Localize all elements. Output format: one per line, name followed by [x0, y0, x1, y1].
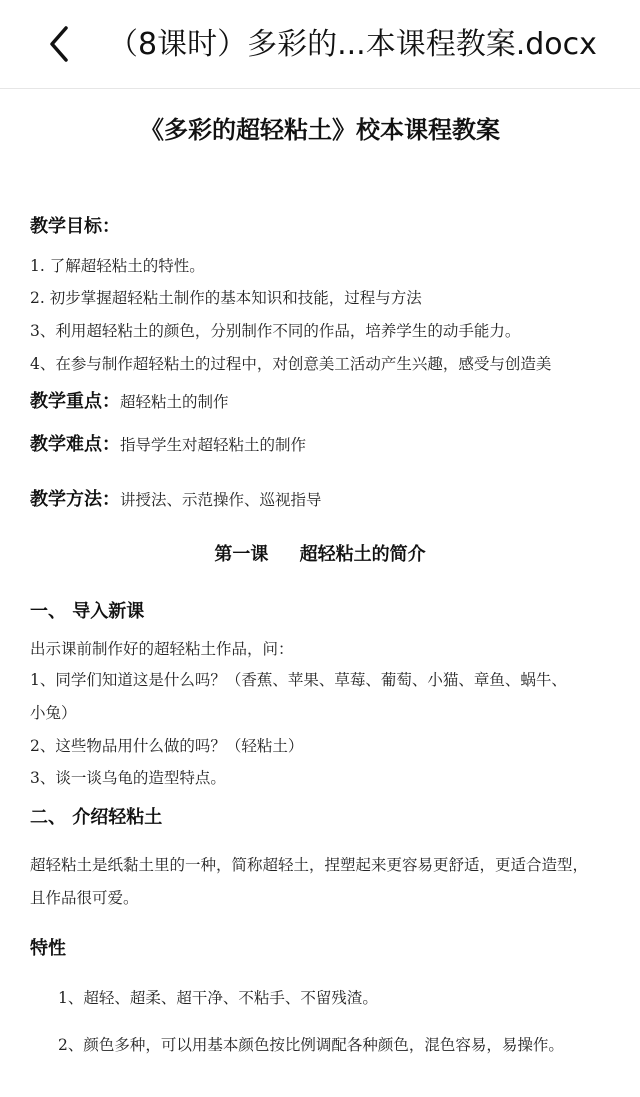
method-row	[30, 485, 322, 511]
paragraph-line: 出示课前制作好的超轻粘土作品，问：	[30, 640, 294, 658]
key-point-text: 超轻粘土的制作	[120, 393, 229, 411]
objectives-heading: 教学目标：	[30, 216, 120, 237]
paragraph-line: 小兔）	[30, 704, 77, 722]
lesson-title: 第一课 超轻粘土的简介	[214, 544, 426, 565]
paragraph-line: 超轻粘土是纸黏土里的一种，简称超轻土，捏塑起来更容易更舒适，更适合造型，	[30, 856, 589, 874]
section-heading: 一、 导入新课	[30, 601, 145, 622]
method-label: 教学方法：	[30, 489, 120, 510]
chevron-left-icon	[40, 22, 80, 66]
section-heading: 二、 介绍轻粘土	[30, 807, 163, 828]
file-title: （8课时）多彩的...本课程教案.docx	[108, 27, 597, 62]
paragraph-line: 2、这些物品用什么做的吗？（轻粘土）	[30, 737, 304, 755]
key-point-label: 教学重点：	[30, 391, 120, 412]
objective-item: 1. 了解超轻粘土的特性。	[30, 257, 205, 275]
difficulty-label: 教学难点：	[30, 434, 120, 455]
paragraph-line: 1、同学们知道这是什么吗？（香蕉、苹果、草莓、葡萄、小猫、章鱼、蜗牛、	[30, 671, 567, 689]
objective-item: 4、在参与制作超轻粘土的过程中，对创意美工活动产生兴趣，感受与创造美	[30, 355, 552, 373]
difficulty-text: 指导学生对超轻粘土的制作	[120, 436, 307, 454]
key-point-row	[30, 387, 229, 413]
objective-item: 2. 初步掌握超轻粘土制作的基本知识和技能，过程与方法	[30, 289, 422, 307]
trait-item: 1、超轻、超柔、超干净、不粘手、不留残渣。	[58, 989, 378, 1007]
traits-heading: 特性	[30, 938, 66, 959]
difficulty-row	[30, 430, 306, 456]
document-title: 《多彩的超轻粘土》校本课程教案	[140, 115, 500, 144]
trait-item: 2、颜色多种，可以用基本颜色按比例调配各种颜色，混色容易，易操作。	[58, 1036, 564, 1054]
method-text: 讲授法、示范操作、巡视指导	[120, 491, 322, 509]
objective-item: 3、利用超轻粘土的颜色，分别制作不同的作品，培养学生的动手能力。	[30, 322, 521, 340]
paragraph-line: 且作品很可爱。	[30, 889, 139, 907]
paragraph-line: 3、谈一谈乌龟的造型特点。	[30, 769, 226, 787]
top-bar	[0, 0, 640, 89]
back-button[interactable]	[40, 22, 80, 66]
